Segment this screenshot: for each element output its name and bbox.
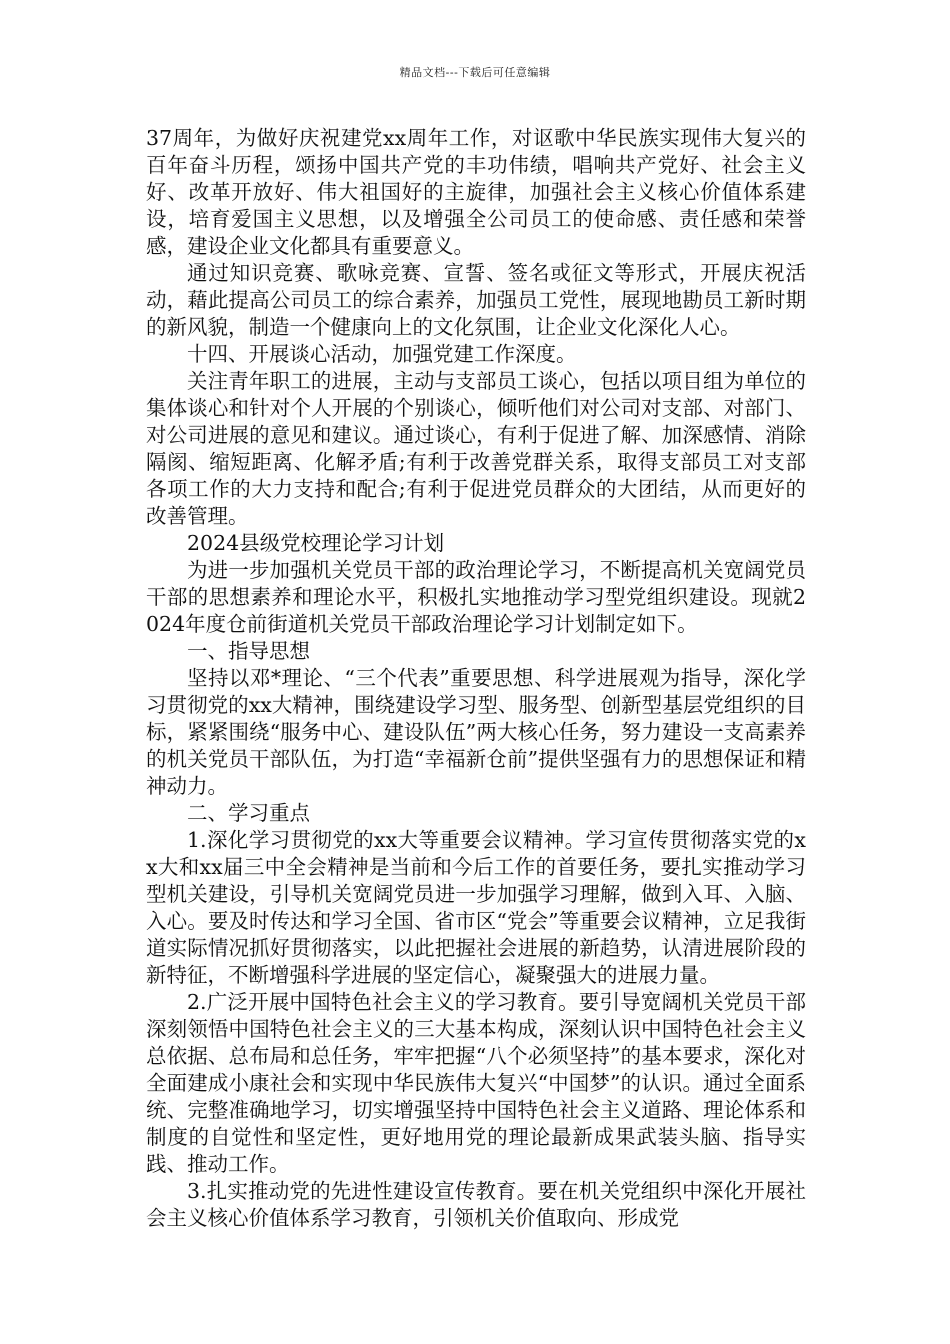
paragraph: 3.扎实推动党的先进性建设宣传教育。要在机关党组织中深化开展社会主义核心价值体系学习教育，引领机关价值取向、形成党: [146, 1179, 806, 1230]
section-heading: 十四、开展谈心活动，加强党建工作深度。: [187, 342, 577, 366]
paragraph: 1.深化学习贯彻党的xx大等重要会议精神。学习宣传贯彻落实党的xx大和xx届三中全会精神是当前和今后工作的首要任务，要扎实推动学习型机关建设，引导机关宽阔党员进一步加强学习理解，做到入耳、入脑、入心。要及时传达和学习全国、省市区“党会”等重要会议精神，立足我街道实际情况抓好贯彻落实，以此把握社会进展的新趋势，认清进展阶段的新特征，不断增强科学进展的坚定信心，凝聚强大的进展力量。: [146, 828, 806, 987]
section-heading: 一、指导思想: [187, 639, 310, 663]
section-heading: 二、学习重点: [187, 801, 310, 825]
document-title: 2024县级党校理论学习计划: [187, 531, 445, 555]
paragraph: 关注青年职工的进展，主动与支部员工谈心，包括以项目组为单位的集体谈心和针对个人开展的个别谈心，倾听他们对公司对支部、对部门、对公司进展的意见和建议。通过谈心，有利于促进了解、加深感情、消除隔阂、缩短距离、化解矛盾;有利于改善党群关系，取得支部员工对支部各项工作的大力支持和配合;有利于促进党员群众的大团结，从而更好的改善管理。: [146, 369, 806, 528]
document-body: [146, 125, 806, 1232]
page-header: 精品文档---下载后可任意编辑: [399, 66, 551, 79]
paragraph: 通过知识竞赛、歌咏竞赛、宣誓、签名或征文等形式，开展庆祝活动，藉此提高公司员工的综合素养，加强员工党性，展现地勘员工新时期的新风貌，制造一个健康向上的文化氛围，让企业文化深化人心。: [146, 261, 806, 339]
paragraph: 为进一步加强机关党员干部的政治理论学习，不断提高机关宽阔党员干部的思想素养和理论水平，积极扎实地推动学习型党组织建设。现就2024年度仓前街道机关党员干部政治理论学习计划制定如下。: [146, 558, 806, 636]
paragraph: 37周年，为做好庆祝建党xx周年工作，对讴歌中华民族实现伟大复兴的百年奋斗历程，颂扬中国共产党的丰功伟绩，唱响共产党好、社会主义好、改革开放好、伟大祖国好的主旋律，加强社会主义核心价值体系建设，培育爱国主义思想，以及增强全公司员工的使命感、责任感和荣誉感，建设企业文化都具有重要意义。: [146, 126, 806, 258]
paragraph: 2.广泛开展中国特色社会主义的学习教育。要引导宽阔机关党员干部深刻领悟中国特色社会主义的三大基本构成，深刻认识中国特色社会主义总依据、总布局和总任务，牢牢把握“八个必须坚持”的基本要求，深化对全面建成小康社会和实现中华民族伟大复兴“中国梦”的认识。通过全面系统、完整准确地学习，切实增强坚持中国特色社会主义道路、理论体系和制度的自觉性和坚定性，更好地用党的理论最新成果武装头脑、指导实践、推动工作。: [146, 990, 806, 1176]
paragraph: 坚持以邓*理论、“三个代表”重要思想、科学进展观为指导，深化学习贯彻党的xx大精神，围绕建设学习型、服务型、创新型基层党组织的目标，紧紧围绕“服务中心、建设队伍”两大核心任务，努力建设一支高素养的机关党员干部队伍，为打造“幸福新仓前”提供坚强有力的思想保证和精神动力。: [146, 666, 806, 798]
